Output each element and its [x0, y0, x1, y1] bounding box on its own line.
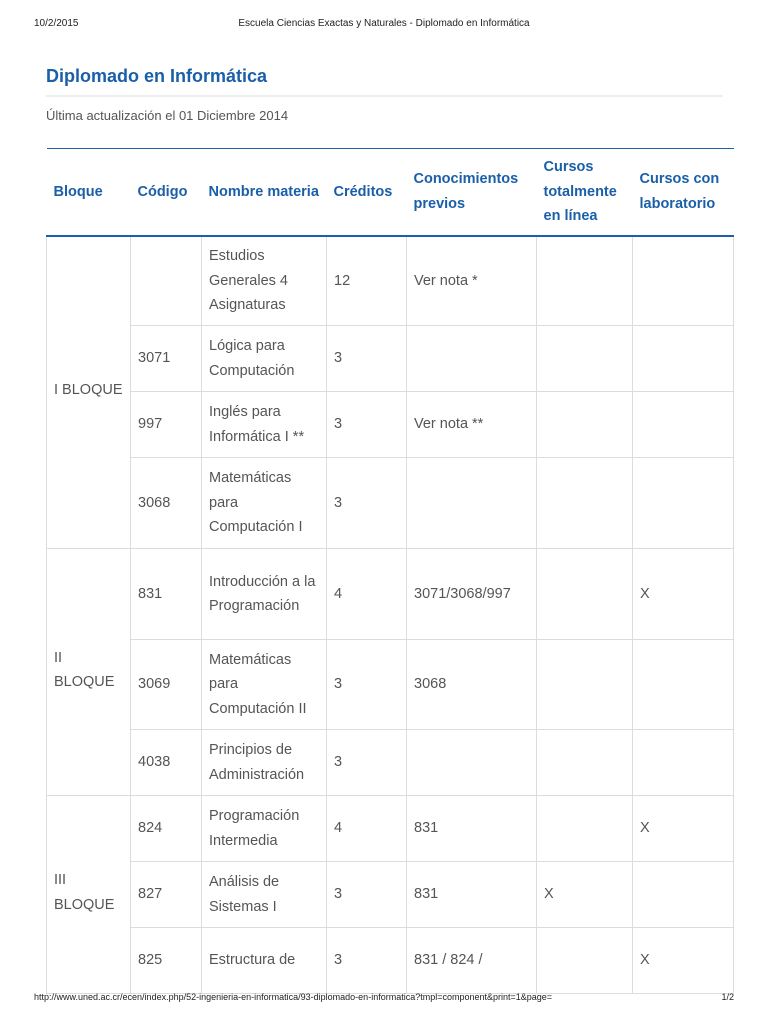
linea-cell: X	[537, 862, 633, 928]
linea-cell	[537, 326, 633, 392]
print-date: 10/2/2015	[34, 18, 79, 29]
codigo-cell: 4038	[131, 730, 202, 796]
lab-cell	[633, 392, 734, 458]
table-row	[47, 796, 734, 862]
header-previos: Conocimientos previos	[407, 149, 537, 236]
lab-cell	[633, 236, 734, 326]
table-row	[47, 458, 734, 549]
header-bloque: Bloque	[47, 149, 131, 236]
block-cell: III BLOQUE	[47, 796, 131, 994]
table-row	[47, 549, 734, 640]
page-number: 1/2	[721, 992, 734, 1002]
codigo-cell: 824	[131, 796, 202, 862]
creditos-cell: 3	[327, 862, 407, 928]
lab-cell	[633, 326, 734, 392]
nombre-cell: Análisis de Sistemas I	[202, 862, 327, 928]
last-updated: Última actualización el 01 Diciembre 2014	[46, 108, 289, 123]
previos-cell: 831 / 824 /	[407, 928, 537, 994]
previos-cell: 3071/3068/997	[407, 549, 537, 640]
codigo-cell: 3071	[131, 326, 202, 392]
codigo-cell: 997	[131, 392, 202, 458]
codigo-cell: 827	[131, 862, 202, 928]
creditos-cell: 3	[327, 326, 407, 392]
table-row	[47, 862, 734, 928]
linea-cell	[537, 928, 633, 994]
header-creditos: Créditos	[327, 149, 407, 236]
linea-cell	[537, 640, 633, 730]
linea-cell	[537, 392, 633, 458]
lab-cell	[633, 458, 734, 549]
header-linea: Cursos totalmente en línea	[537, 149, 633, 236]
nombre-cell: Inglés para Informática I **	[202, 392, 327, 458]
table-row	[47, 392, 734, 458]
codigo-cell: 825	[131, 928, 202, 994]
table-row	[47, 640, 734, 730]
header-codigo: Código	[131, 149, 202, 236]
codigo-cell	[131, 236, 202, 326]
creditos-cell: 3	[327, 928, 407, 994]
header-nombre: Nombre materia	[202, 149, 327, 236]
nombre-cell: Estructura de	[202, 928, 327, 994]
courses-table	[46, 148, 734, 994]
previos-cell	[407, 730, 537, 796]
page-url: http://www.uned.ac.cr/ecen/index.php/52-ingenieria-en-informatica/93-diplomado-en-informatica?tmpl=component&print=1&page=	[34, 992, 553, 1002]
nombre-cell: Lógica para Computación	[202, 326, 327, 392]
nombre-cell: Matemáticas para Computación I	[202, 458, 327, 549]
nombre-cell: Programación Intermedia	[202, 796, 327, 862]
previos-cell: 831	[407, 862, 537, 928]
codigo-cell: 831	[131, 549, 202, 640]
previos-cell: 3068	[407, 640, 537, 730]
previos-cell	[407, 326, 537, 392]
table-row	[47, 730, 734, 796]
creditos-cell: 3	[327, 640, 407, 730]
previos-cell: Ver nota **	[407, 392, 537, 458]
nombre-cell: Estudios Generales 4 Asignaturas	[202, 236, 327, 326]
creditos-cell: 3	[327, 730, 407, 796]
previos-cell: 831	[407, 796, 537, 862]
block-cell: I BLOQUE	[47, 236, 131, 549]
lab-cell	[633, 730, 734, 796]
nombre-cell: Introducción a la Programación	[202, 549, 327, 640]
table-row	[47, 326, 734, 392]
linea-cell	[537, 458, 633, 549]
creditos-cell: 4	[327, 796, 407, 862]
print-title: Escuela Ciencias Exactas y Naturales - Diplomado en Informática	[238, 18, 530, 29]
page-title: Diplomado en Informática	[46, 66, 723, 97]
header-laboratorio: Cursos con laboratorio	[633, 149, 734, 236]
block-cell: II BLOQUE	[47, 549, 131, 796]
lab-cell: X	[633, 549, 734, 640]
codigo-cell: 3068	[131, 458, 202, 549]
lab-cell	[633, 640, 734, 730]
creditos-cell: 4	[327, 549, 407, 640]
table-row	[47, 928, 734, 994]
linea-cell	[537, 549, 633, 640]
linea-cell	[537, 236, 633, 326]
lab-cell	[633, 862, 734, 928]
table-row	[47, 236, 734, 326]
creditos-cell: 12	[327, 236, 407, 326]
linea-cell	[537, 796, 633, 862]
lab-cell: X	[633, 796, 734, 862]
previos-cell	[407, 458, 537, 549]
nombre-cell: Principios de Administración	[202, 730, 327, 796]
linea-cell	[537, 730, 633, 796]
lab-cell: X	[633, 928, 734, 994]
print-header	[34, 18, 734, 32]
codigo-cell: 3069	[131, 640, 202, 730]
table-header-row	[47, 149, 734, 236]
creditos-cell: 3	[327, 458, 407, 549]
previos-cell: Ver nota *	[407, 236, 537, 326]
nombre-cell: Matemáticas para Computación II	[202, 640, 327, 730]
creditos-cell: 3	[327, 392, 407, 458]
